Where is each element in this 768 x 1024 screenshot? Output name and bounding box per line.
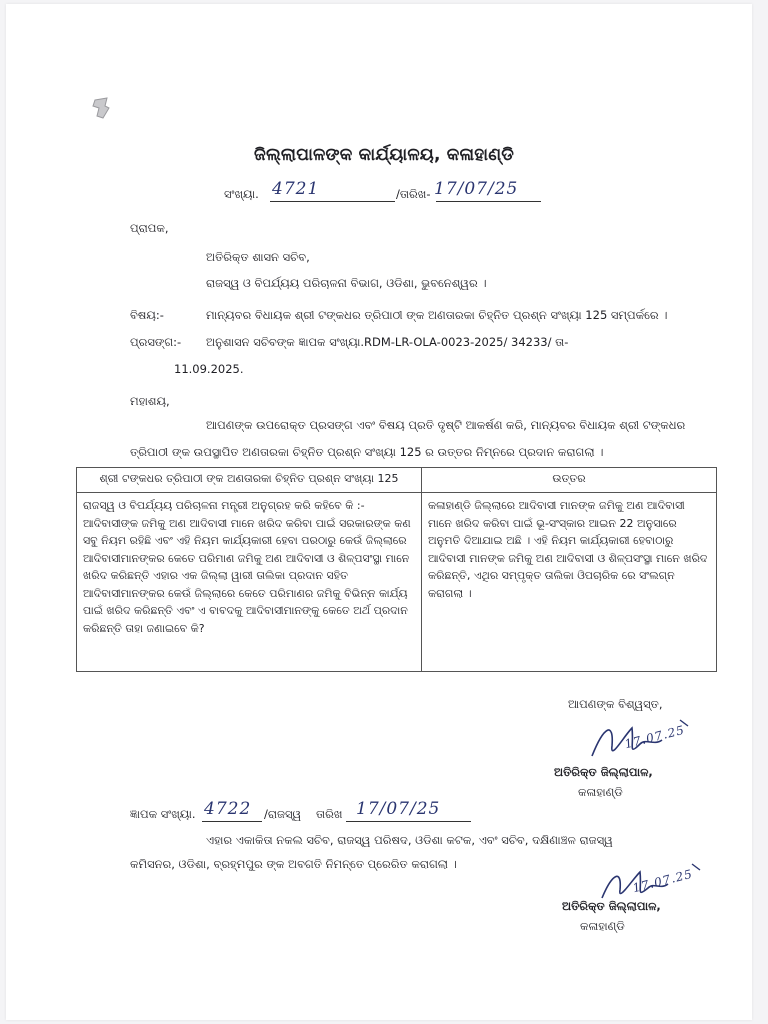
letter-date-line — [436, 200, 541, 202]
question-cell: ରାଜସ୍ୱ ଓ ବିପର୍ଯ୍ୟୟ ପରିଚାଳନା ମନ୍ତ୍ରୀ ଅନୁଗ୍ରହ କରି କହିବେ କି :- ଆଦିବାସୀଙ୍କ ଜମିକୁ ଅଣ ଆଦିବାସୀ ମାନେ ଖରିଦ କରିବା ପାଇଁ ସରକାରଙ୍କ କଣ ସବୁ ନିୟମ ରହିଛି ଏବଂ ଏହି ନିୟମ କାର୍ଯ୍ୟକାରୀ ହେବା ପରଠାରୁ କେଉଁ ଜିଲ୍ଲାରେ ଆଦିବାସୀମାନଙ୍କର କେତେ ପରିମାଣ ଜମିକୁ ଅଣ ଆଦିବାସୀ ଓ ଶିଳ୍ପସଂସ୍ଥା ମାନେ ଖରିଦ କରିଛନ୍ତି ଏହାର ଏକ ଜିଲ୍ଲା ୱାରୀ ତାଲିକା ପ୍ରଦାନ ସହିତ ଆଦିବାସୀମାନଙ୍କର କେଉଁ ଜିଲ୍ଲାରେ କେତେ ପରିମାଣର ଜମିକୁ ବିଭିନ୍ନ କାର୍ଯ୍ୟ ପାଇଁ ଖରିଦ କରିଛନ୍ତି ଏବଂ ଏ ବାବଦକୁ ଆଦିବାସୀମାନଙ୍କୁ କେତେ ଅର୍ଥ ପ୍ରଦାନ କରିଛନ୍ତି ତାହା ଜଣାଇବେ କି? — [77, 493, 422, 672]
memo-number-value: 4722 — [204, 799, 252, 819]
yours-faithfully: ଆପଣଙ୍କ ବିଶ୍ୱସ୍ତ, — [568, 697, 663, 711]
letter-number-label: ସଂଖ୍ୟା. — [224, 187, 259, 201]
memo-line-2: କମିସନର, ଓଡିଶା, ବ୍ରହ୍ମପୁର ଙ୍କ ଅବଗତି ନିମନ୍ତେ ପ୍ରେରିତ କରାଗଲା । — [130, 857, 457, 871]
letter-date-label: /ତାରିଖ- — [396, 187, 431, 201]
letter-number-value: 4721 — [272, 179, 320, 199]
answer-column-header: ଉତ୍ତର — [422, 468, 717, 493]
question-answer-table — [76, 467, 717, 672]
document-page — [6, 4, 752, 1020]
recipient-line-1: ଅତିରିକ୍ତ ଶାସନ ସଚିବ, — [206, 250, 310, 264]
reference-label: ପ୍ରସଙ୍ଗ:- — [130, 335, 182, 349]
memo-number-line — [202, 820, 262, 822]
memo-date-label: ତାରିଖ — [316, 807, 343, 821]
signatory-designation-1: ଅତିରିକ୍ତ ଜିଲ୍ଲାପାଳ, — [554, 765, 653, 779]
signatory-place-1: କଳାହାଣ୍ଡି — [578, 785, 623, 799]
reference-text-1: ଅନୁଶାସନ ସଚିବଙ୍କ ଜ୍ଞାପକ ସଂଖ୍ୟା.RDM-LR-OLA-0023-2025/ 34233/ ତା- — [206, 335, 569, 349]
memo-date-line — [346, 820, 471, 822]
answer-cell: କଳାହାଣ୍ଡି ଜିଲ୍ଲାରେ ଆଦିବାସୀ ମାନଙ୍କ ଜମିକୁ ଅଣ ଆଦିବାସୀ ମାନେ ଖରିଦ କରିବା ପାଇଁ ଭୂ-ସଂସ୍କାର ଆଇନ 22 ଅନୁସାରେ ଅନୁମତି ଦିଆଯାଇ ଅଛି । ଏହି ନିୟମ କାର୍ଯ୍ୟକାରୀ ହେବାଠାରୁ ଆଦିବାସୀ ମାନଙ୍କ ଜମିକୁ ଅଣ ଆଦିବାସୀ ଓ ଶିଳ୍ପସଂସ୍ଥା ମାନେ ଖରିଦ କରିଛନ୍ତି, ଏଥିର ସମ୍ପୃକ୍ତ ତାଲିକା ଓିପଚାରିକ ରେ ସଂଲଗ୍ନ କରାଗଲା । — [422, 493, 717, 672]
memo-number-suffix: /ରାଜସ୍ୱ — [264, 807, 302, 821]
table-header-row — [77, 468, 717, 493]
signature-2-date: 17.07.25 — [631, 866, 695, 896]
memo-line-1: ଏହାର ଏକାକିତା ନକଲ ସଚିବ, ରାଜସ୍ୱ ପରିଷଦ, ଓଡିଶା କଟକ, ଏବଂ ସଚିବ, ଦକ୍ଷିଣାଞ୍ଚଳ ରାଜସ୍ୱ — [206, 833, 613, 847]
question-column-header: ଶ୍ରୀ ଟଙ୍କଧର ତ୍ରିପାଠୀ ଙ୍କ ଅଣତାରକା ଚିହ୍ନିତ ପ୍ରଶ୍ନ ସଂଖ୍ୟା 125 — [77, 468, 422, 493]
table-row — [77, 493, 717, 672]
subject-text: ମାନ୍ୟବର ବିଧାୟକ ଶ୍ରୀ ଟଙ୍କଧର ତ୍ରିପାଠୀ ଙ୍କ ଅଣତାରକା ଚିହ୍ନିତ ପ୍ରଶ୍ନ ସଂଖ୍ୟା 125 ସମ୍ପର୍କରେ । — [206, 308, 668, 322]
office-title: ଜିଲ୍ଲାପାଳଙ୍କ କାର୍ଯ୍ୟାଳୟ, କଳାହାଣ୍ଡି — [254, 145, 515, 165]
signatory-place-2: କଳାହାଣ୍ଡି — [580, 919, 625, 933]
signatory-designation-2: ଅତିରିକ୍ତ ଜିଲ୍ଲାପାଳ, — [562, 899, 661, 913]
signature-1-date: 17.07.25 — [623, 722, 687, 752]
reference-text-2: 11.09.2025. — [174, 362, 244, 376]
letter-date-value: 17/07/25 — [434, 179, 519, 199]
memo-number-label: ଜ୍ଞାପକ ସଂଖ୍ୟା. — [130, 807, 196, 821]
staple-mark — [89, 96, 113, 122]
subject-label: ବିଷୟ:- — [130, 308, 164, 322]
memo-date-value: 17/07/25 — [356, 799, 441, 819]
letter-number-line — [270, 200, 395, 202]
recipient-label: ପ୍ରାପକ, — [130, 221, 169, 235]
recipient-line-2: ରାଜସ୍ୱ ଓ ବିପର୍ଯ୍ୟୟ ପରିଚାଳନା ବିଭାଗ, ଓଡିଶା, ଭୁବନେଶ୍ୱର । — [206, 276, 487, 290]
body-line-1: ଆପଣଙ୍କ ଉପରୋକ୍ତ ପ୍ରସଙ୍ଗ ଏବଂ ବିଷୟ ପ୍ରତି ଦୃଷ୍ଟି ଆକର୍ଷଣ କରି, ମାନ୍ୟବର ବିଧାୟକ ଶ୍ରୀ ଟଙ୍କଧର — [206, 418, 686, 432]
salutation: ମହାଶୟ, — [130, 394, 170, 408]
body-line-2: ତ୍ରିପାଠୀ ଙ୍କ ଉପସ୍ଥାପିତ ଅଣତାରକା ଚିହ୍ନିତ ପ୍ରଶ୍ନ ସଂଖ୍ୟା 125 ର ଉତ୍ତର ନିମ୍ନରେ ପ୍ରଦାନ କରାଗଲା । — [130, 445, 604, 459]
